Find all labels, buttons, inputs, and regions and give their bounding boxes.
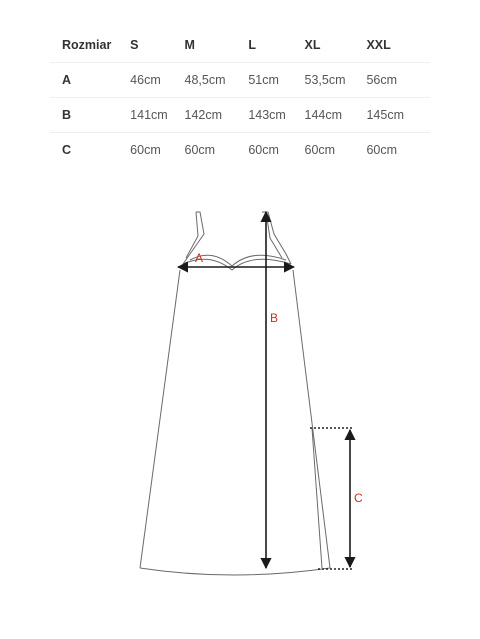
row-label-a: A	[50, 63, 130, 98]
hem	[140, 568, 330, 575]
dress-diagram-svg	[0, 190, 480, 600]
dress-diagram	[0, 190, 480, 600]
table-cell: 142cm	[185, 98, 249, 133]
size-table	[50, 28, 430, 167]
header-l: L	[248, 28, 304, 63]
table-cell: 46cm	[130, 63, 184, 98]
header-xl: XL	[305, 28, 367, 63]
table-cell: 145cm	[366, 98, 430, 133]
table-header-row	[50, 28, 430, 63]
table-cell: 143cm	[248, 98, 304, 133]
table-row	[50, 63, 430, 98]
table-cell: 60cm	[184, 143, 216, 157]
row-label-c: C	[62, 143, 72, 157]
right-side	[293, 270, 330, 568]
header-s: S	[130, 28, 184, 63]
table-cell: 144cm	[305, 98, 367, 133]
table-row	[50, 133, 430, 168]
table-cell: 60cm	[248, 143, 279, 157]
table-cell: 53,5cm	[305, 63, 367, 98]
table-cell: 60cm	[304, 143, 336, 157]
header-m: M	[185, 28, 249, 63]
slit-line	[312, 428, 322, 568]
header-size: Rozmiar	[50, 28, 130, 63]
table-cell: 56cm	[366, 63, 430, 98]
table-cell: 48,5cm	[185, 63, 249, 98]
left-side	[140, 270, 180, 568]
table-cell: 51cm	[248, 63, 304, 98]
header-xxl: XXL	[366, 28, 430, 63]
measure-c-label: C	[354, 491, 363, 505]
table-row	[50, 98, 430, 133]
measure-a-label: A	[195, 251, 204, 265]
table-cell: 60cm	[130, 143, 161, 157]
table-cell: 60cm	[366, 143, 398, 157]
row-label-b: B	[50, 98, 130, 133]
measure-b-label: B	[270, 311, 279, 325]
table-cell: 141cm	[130, 98, 184, 133]
